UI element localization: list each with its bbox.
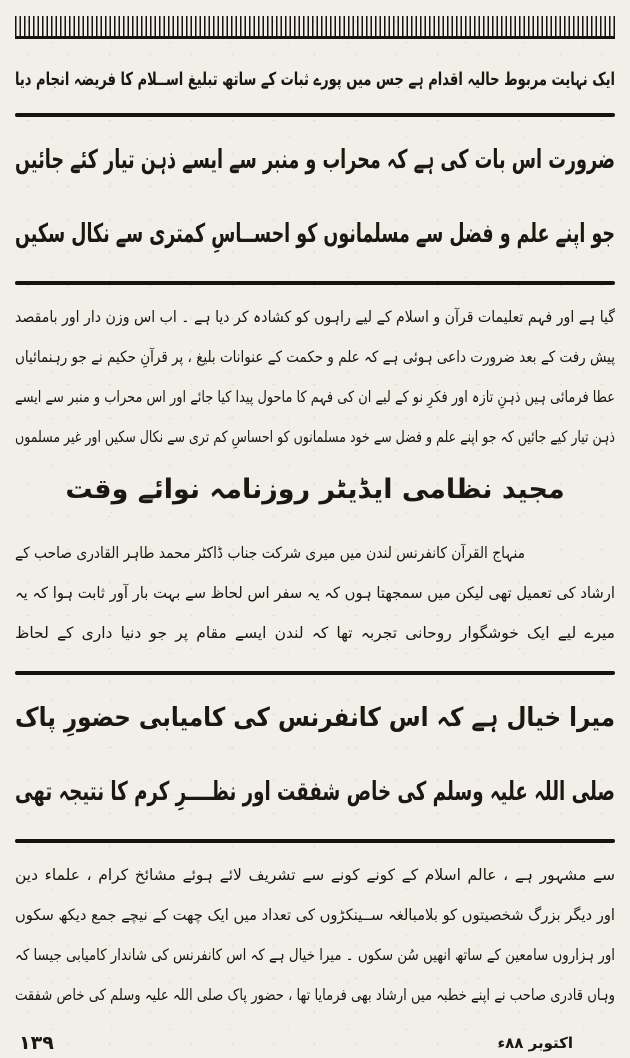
top-border-pattern	[15, 16, 615, 39]
intro-line: ایک نہایت مربوط حالیہ اقدام ہے جس میں پورے ثبات کے ساتھ تبلیغ اســلام کا فریضہ انجام دیا	[15, 69, 615, 90]
paragraph-line: اور دیگر بزرگ شخصیتوں کو بلامبالغہ ســینکڑوں کی تعداد میں ایک چھت کے نیچے جمع دیکھ سکوں	[14, 906, 616, 924]
pullquote-1	[15, 119, 615, 279]
issue-date: اکتوبر ۸۸ء	[497, 1034, 573, 1052]
paragraph-line: سے مشہور ہے ، عالم اسلام کے کونے کونے سے تشریف لائے ہوئے مشائخ کرام ، علماء دین	[15, 866, 615, 884]
divider-rule-3	[15, 671, 615, 675]
body-paragraph-1	[15, 297, 615, 457]
paragraph-line: منہاج القرآن کانفرنس لندن میں میری شرکت جناب ڈاکٹر محمد طاہر القادری صاحب کے	[15, 544, 525, 562]
paragraph-line: عطا فرمائی ہیں ذہنِ تازہ اور فکرِ نو کے لیے ان کی فہم کا ماحول پیدا کیا جائے اور اس محراب و منبر سے ایسے	[15, 388, 615, 406]
divider-rule-1	[15, 113, 615, 117]
paragraph-line: ارشاد کی تعمیل تھی لیکن میں سمجھتا ہوں کہ یہ سفر اس لحاظ سے بہت بار آور ثابت ہوا کہ یہ	[14, 584, 615, 602]
paragraph-line: میرے لیے ایک خوشگوار روحانی تجربہ تھا کہ لندن ایسے مقام پر جو دنیا داری کے لحاظ	[15, 624, 615, 642]
pullquote-line: ضرورت اس بات کی ہے کہ محراب و منبر سے ایسے ذہن تیار کئے جائیں	[15, 145, 615, 175]
pullquote-2	[15, 677, 615, 837]
paragraph-line: پیش رفت کے بعد ضرورت داعی ہوئی ہے کہ علم و حکمت کے عنوانات بلیغ ، پر قرآنِ حکیم نے جو رہنمائیاں	[14, 348, 615, 366]
pullquote-line: میرا خیال ہے کہ اس کانفرنس کی کامیابی حضورِ پاک	[14, 703, 616, 733]
paragraph-line: گیا ہے اور فہم تعلیمات قرآن و اسلام کے لیے راہوں کو کشادہ کر دیا ہے ۔ اب اس وزن دار اور بامقصد	[15, 308, 616, 326]
body-paragraph-3	[15, 855, 615, 1015]
page-number: ۱۳۹	[19, 1032, 54, 1054]
intro-paragraph	[15, 49, 615, 111]
body-paragraph-2	[15, 533, 615, 653]
divider-rule-4	[15, 839, 615, 843]
pullquote-line: جو اپنے علم و فضل سے مسلمانوں کو احســاسِ کمتری سے نکال سکیں	[15, 219, 616, 249]
pullquote-line: صلی اللہ علیہ وسلم کی خاص شفقت اور نظــــرِ کرم کا نتیجہ تھی	[15, 777, 616, 807]
section-heading: مجید نظامی ایڈیٹر روزنامہ نوائے وقت	[65, 474, 565, 505]
divider-rule-2	[15, 281, 615, 285]
paragraph-line: اور ہزاروں سامعین کے ساتھ انھیں سُن سکوں ۔ میرا خیال ہے کہ اس کانفرنس کی شاندار کامیابی جیسا کہ	[15, 946, 616, 964]
paragraph-line: وہاں قادری صاحب نے اپنے خطبہ میں ارشاد بھی فرمایا تھا ، حضور پاک صلی اللہ علیہ وسلم کی خاص شفقت	[14, 986, 615, 1004]
page-footer	[15, 1029, 615, 1057]
paragraph-line: ذہن تیار کیے جائیں کہ جو اپنے علم و فضل سے خود مسلمانوں کو احساسِ کم تری سے نکال سکیں اور غیر مسلموں	[15, 428, 616, 446]
